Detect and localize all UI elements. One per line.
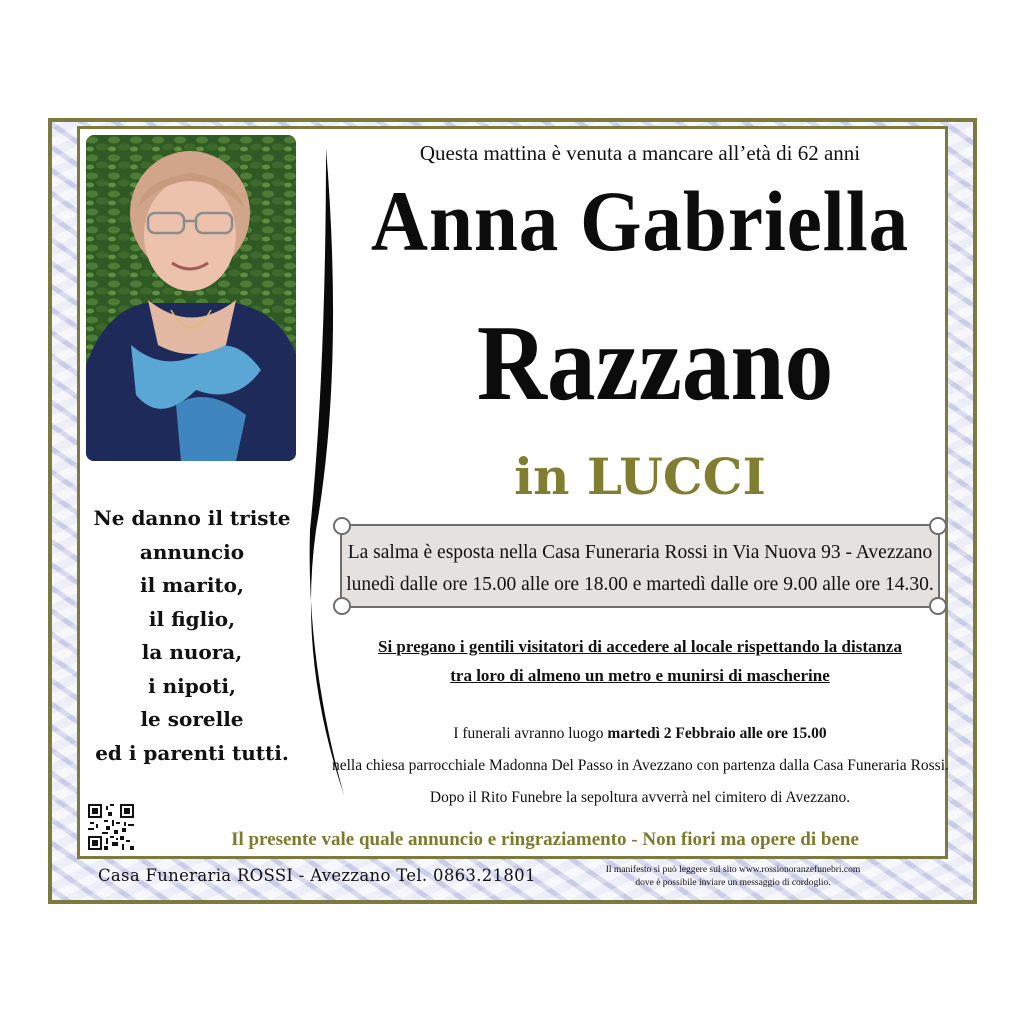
- viewing-hours: lunedì dalle ore 15.00 alle ore 18.00 e martedì dalle ore 9.00 alle ore 14.30.: [346, 574, 934, 595]
- visitor-notice: [340, 632, 940, 690]
- condolence-line: dove è possibile inviare un messaggio di cordoglio.: [635, 878, 831, 888]
- funeral-date: martedì 2 Febbraio alle ore 15.00: [607, 725, 827, 742]
- visitor-notice-line: tra loro di almeno un metro e munirsi di mascherine: [450, 666, 830, 685]
- box-corner: [333, 597, 351, 615]
- married-name: in LUCCI: [514, 447, 766, 506]
- viewing-location: La salma è esposta nella Casa Funeraria Rossi in Via Nuova 93 - Avezzano: [347, 542, 933, 563]
- viewing-info-box: [340, 524, 940, 608]
- family-announcement: [85, 502, 299, 770]
- deceased-first-name: Anna Gabriella: [370, 173, 910, 269]
- family-line: ed i parenti tutti.: [95, 740, 289, 765]
- family-line: Ne danno il triste: [93, 506, 291, 530]
- family-line: il marito,: [140, 573, 244, 597]
- funeral-details: [332, 718, 948, 814]
- visitor-notice-line: Si pregano i gentili visitatori di accedere al locale rispettando la distanza: [378, 637, 902, 656]
- funeral-date-line: [332, 718, 948, 750]
- family-line: i nipoti,: [148, 673, 236, 698]
- family-line: le sorelle: [140, 707, 244, 731]
- family-line: il figlio,: [148, 606, 236, 631]
- box-corner: [333, 517, 351, 535]
- funeral-burial: Dopo il Rito Funebre la sepoltura avverrà nel cimitero di Avezzano.: [429, 789, 851, 806]
- portrait-photo: [86, 135, 296, 461]
- funeral-intro: I funerali avranno luogo: [453, 725, 608, 742]
- closing-statement: Il presente vale quale annuncio e ringraziamento - Non fiori ma opere di bene: [231, 829, 859, 850]
- box-corner: [929, 597, 947, 615]
- box-corner: [929, 517, 947, 535]
- deceased-last-name: Razzano: [476, 304, 834, 423]
- intro-text: Questa mattina è venuta a mancare all’età di 62 anni: [419, 141, 861, 165]
- family-line: la nuora,: [141, 640, 243, 664]
- funeral-agency-contact: Casa Funeraria ROSSI - Avezzano Tel. 0863.21801: [98, 866, 536, 885]
- website-note: [568, 864, 898, 890]
- qr-code-icon[interactable]: [88, 804, 134, 850]
- funeral-church: nella chiesa parrocchiale Madonna Del Passo in Avezzano con partenza dalla Casa Funeraria Rossi.: [332, 757, 949, 774]
- website-line[interactable]: Il manifesto si può leggere sul sito www.rossionoranzefunebri.com: [605, 865, 861, 875]
- family-line: annuncio: [139, 539, 245, 564]
